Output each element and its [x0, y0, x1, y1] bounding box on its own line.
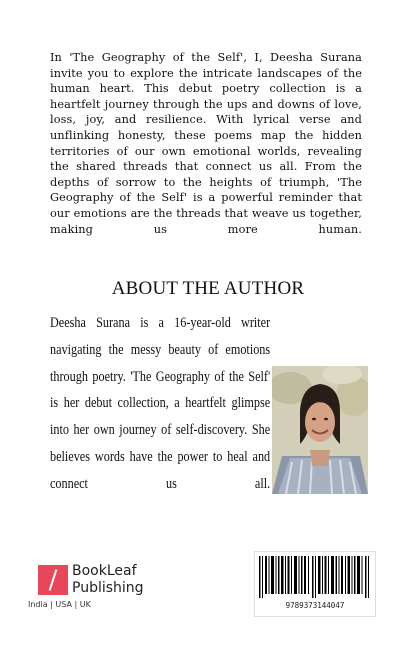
about-author-heading: ABOUT THE AUTHOR	[111, 278, 305, 299]
barcode-icon	[259, 556, 371, 598]
publisher-name	[72, 563, 144, 597]
barcode	[254, 551, 376, 617]
publisher-name-line2: Publishing	[72, 580, 144, 596]
author-portrait-photo	[272, 366, 368, 494]
isbn-number: 9789373144047	[285, 601, 345, 610]
publisher-name-line1: BookLeaf	[72, 563, 137, 579]
bookleaf-logo-icon	[38, 565, 68, 595]
author-bio: Deesha Surana is a 16-year-old writer navigating the messy beauty of emotions through poetry. 'The Geography of the Self' is her debut collection, a heartfelt glimpse into her own journey of self-discovery. She believes words have the power to heal and connect us all.	[50, 315, 271, 492]
publisher-regions: India | USA | UK	[28, 600, 91, 609]
book-blurb: In 'The Geography of the Self', I, Deesha Surana invite you to explore the intricate landscapes of the human heart. This debut poetry collection is a heartfelt journey through the ups and downs of love, loss, joy, and resilience. With lyrical verse and unflinking honesty, these poems map the hidden territories of our own emotional worlds, revealing the shared threads that connect us all. From the depths of sorrow to the heights of triumph, 'The Geography of the Self' is a powerful reminder that our emotions are the threads that weave us together, making us more human.	[50, 51, 362, 236]
